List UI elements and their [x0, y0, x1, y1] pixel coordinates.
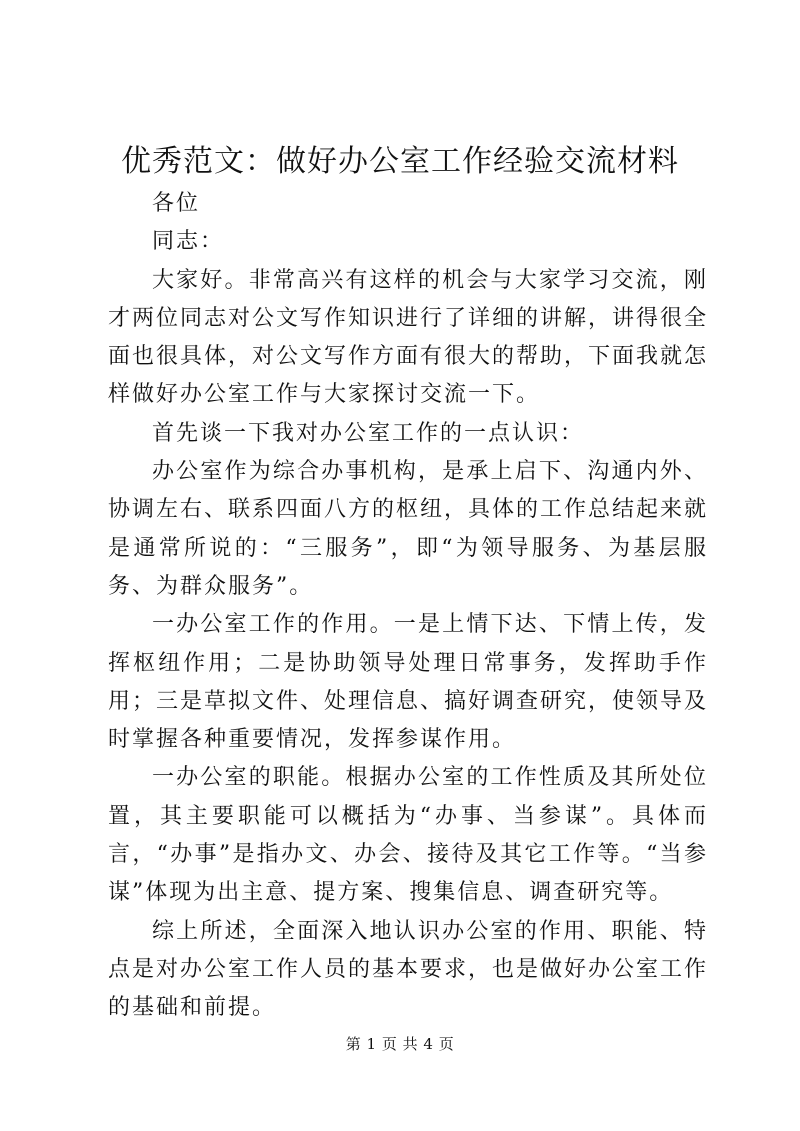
body-paragraph: 综上所述，全面深入地认识办公室的作用、职能、特点是对办公室工作人员的基本要求，也是做好办公室工作的基础和前提。 — [108, 918, 709, 1021]
salutation-line-2: 同志： — [152, 229, 225, 255]
body-paragraph: 办公室作为综合办事机构，是承上启下、沟通内外、协调左右、联系四面八方的枢纽，具体的工作总结起来就是通常所说的：“三服务”，即“为领导服务、为基层服务、为群众服务”。 — [108, 459, 709, 599]
document-title: 优秀范文：做好办公室工作经验交流材料 — [121, 144, 679, 179]
page-number-footer: 第 1 页 共 4 页 — [345, 1035, 455, 1053]
body-paragraph: 一办公室工作的作用。一是上情下达、下情上传，发挥枢纽作用；二是协助领导处理日常事务，发挥助手作用；三是草拟文件、处理信息、搞好调查研究，使领导及时掌握各种重要情况，发挥参谋作用。 — [108, 612, 709, 753]
body-paragraph: 首先谈一下我对办公室工作的一点认识： — [152, 420, 585, 446]
body-paragraph: 大家好。非常高兴有这样的机会与大家学习交流，刚才两位同志对公文写作知识进行了详细的讲解，讲得很全面也很具体，对公文写作方面有很大的帮助，下面我就怎样做好办公室工作与大家探讨交流一下。 — [108, 267, 709, 408]
salutation-line-1: 各位 — [152, 191, 201, 216]
body-paragraph: 一办公室的职能。根据办公室的工作性质及其所处位置，其主要职能可以概括为“办事、当参谋”。具体而言，“办事”是指办文、办会、接待及其它工作等。“当参谋”体现为出主意、提方案、搜集信息、调查研究等。 — [108, 765, 708, 906]
document-body — [108, 185, 708, 1028]
